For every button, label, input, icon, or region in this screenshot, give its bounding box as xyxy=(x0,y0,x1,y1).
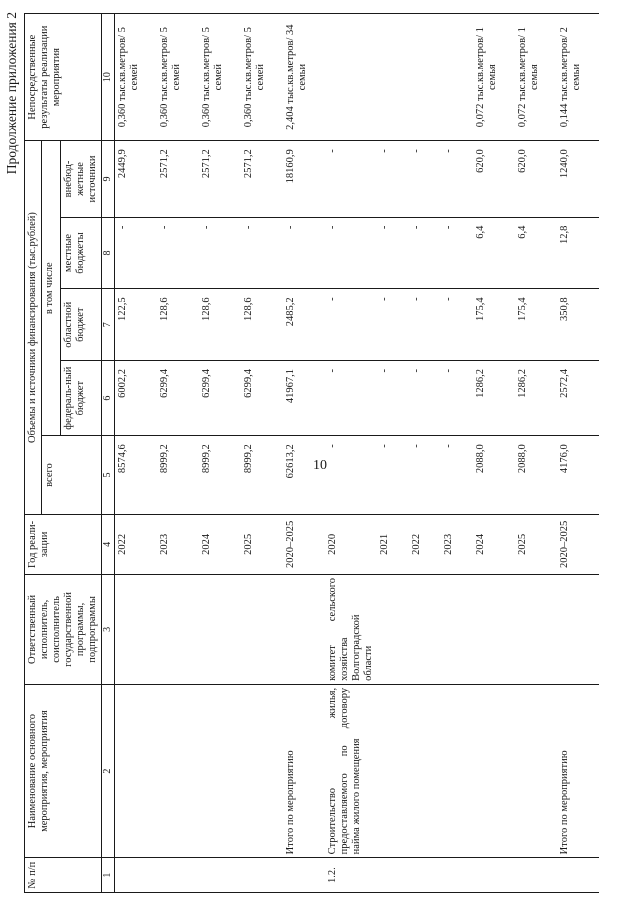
column-number: 8 xyxy=(102,217,115,289)
cell-extra: - xyxy=(409,141,441,217)
column-number: 4 xyxy=(102,514,115,574)
cell-extra: 2571,2 xyxy=(199,141,241,217)
cell-name: Итого по мероприятию xyxy=(283,684,325,857)
cell-result: 0,072 тыс.кв.метров/ 1 семья xyxy=(473,14,515,141)
cell-total: 8574,6 xyxy=(114,436,157,515)
cell-executor xyxy=(241,574,283,684)
header-executor: Ответственный исполнитель, соисполнитель государственной программы, подпрограммы xyxy=(25,574,102,684)
cell-local: - xyxy=(377,217,409,289)
column-number: 1 xyxy=(102,858,115,893)
cell-result: 0,072 тыс.кв.метров/ 1 семья xyxy=(515,14,557,141)
column-numbers-row xyxy=(102,14,115,893)
cell-extra: 620,0 xyxy=(473,141,515,217)
cell-executor xyxy=(199,574,241,684)
cell-federal: - xyxy=(377,361,409,436)
cell-regional: 2485,2 xyxy=(283,289,325,361)
cell-year: 2020–2025 xyxy=(557,514,599,574)
cell-result: 0,360 тыс.кв.метров/ 5 семей xyxy=(114,14,157,141)
cell-result xyxy=(441,14,473,141)
cell-total: 8999,2 xyxy=(199,436,241,515)
cell-regional: - xyxy=(325,289,377,361)
cell-extra: 1240,0 xyxy=(557,141,599,217)
cell-year: 2021 xyxy=(377,514,409,574)
header-regional: областной бюджет xyxy=(61,289,102,361)
cell-name xyxy=(441,684,473,857)
table-row xyxy=(325,14,377,893)
page-number: 10 xyxy=(313,458,327,473)
cell-year: 2023 xyxy=(157,514,199,574)
cell-year: 2020–2025 xyxy=(283,514,325,574)
cell-local: - xyxy=(199,217,241,289)
cell-result: 0,144 тыс.кв.метров/ 2 семьи xyxy=(557,14,599,141)
column-number: 3 xyxy=(102,574,115,684)
table-header xyxy=(25,14,115,893)
cell-regional: 122,5 xyxy=(114,289,157,361)
cell-year: 2024 xyxy=(199,514,241,574)
cell-total: 2088,0 xyxy=(515,436,557,515)
cell-year: 2022 xyxy=(409,514,441,574)
header-local: местные бюджеты xyxy=(61,217,102,289)
table-row xyxy=(441,14,473,893)
cell-executor xyxy=(441,574,473,684)
column-number: 5 xyxy=(102,436,115,515)
cell-federal: 6299,4 xyxy=(241,361,283,436)
cell-year: 2025 xyxy=(241,514,283,574)
cell-local: - xyxy=(409,217,441,289)
header-results: Непосредственные результаты реализации мероприятия xyxy=(25,14,102,141)
cell-num xyxy=(283,858,325,893)
cell-year: 2020 xyxy=(325,514,377,574)
cell-result: 0,360 тыс.кв.метров/ 5 семей xyxy=(199,14,241,141)
cell-local: - xyxy=(157,217,199,289)
cell-total: 8999,2 xyxy=(241,436,283,515)
cell-federal: 2572,4 xyxy=(557,361,599,436)
cell-num xyxy=(157,858,199,893)
cell-extra: 18160,9 xyxy=(283,141,325,217)
cell-result xyxy=(377,14,409,141)
table-row xyxy=(515,14,557,893)
cell-result: 0,360 тыс.кв.метров/ 5 семей xyxy=(157,14,199,141)
cell-num xyxy=(241,858,283,893)
cell-name: Строительство жилья, предоставляемого по договору найма жилого помещения xyxy=(325,684,377,857)
cell-num xyxy=(377,858,409,893)
cell-total: - xyxy=(441,436,473,515)
cell-year: 2025 xyxy=(515,514,557,574)
column-number: 2 xyxy=(102,684,115,857)
continuation-title: Продолжение приложения 2 xyxy=(4,12,19,175)
cell-name xyxy=(515,684,557,857)
cell-name xyxy=(409,684,441,857)
financing-table xyxy=(24,13,599,893)
cell-total: 8999,2 xyxy=(157,436,199,515)
cell-year: 2024 xyxy=(473,514,515,574)
cell-executor xyxy=(283,574,325,684)
cell-executor xyxy=(515,574,557,684)
cell-total: - xyxy=(325,436,377,515)
cell-name xyxy=(157,684,199,857)
table-row xyxy=(377,14,409,893)
cell-num xyxy=(114,858,157,893)
cell-local: - xyxy=(114,217,157,289)
cell-regional: - xyxy=(441,289,473,361)
cell-extra: 2449,9 xyxy=(114,141,157,217)
cell-regional: 128,6 xyxy=(157,289,199,361)
table-body xyxy=(114,14,599,893)
cell-local: - xyxy=(283,217,325,289)
cell-num xyxy=(409,858,441,893)
column-number: 9 xyxy=(102,141,115,217)
header-extra: внебюд-жетные источники xyxy=(61,141,102,217)
cell-federal: - xyxy=(325,361,377,436)
cell-extra: - xyxy=(325,141,377,217)
header-num: № п/п xyxy=(25,858,102,893)
cell-name xyxy=(473,684,515,857)
cell-local: - xyxy=(241,217,283,289)
cell-name xyxy=(114,684,157,857)
column-number: 7 xyxy=(102,289,115,361)
cell-name: Итого по мероприятию xyxy=(557,684,599,857)
cell-extra: 620,0 xyxy=(515,141,557,217)
cell-local: 12,8 xyxy=(557,217,599,289)
table-row xyxy=(157,14,199,893)
table-row xyxy=(114,14,157,893)
cell-local: - xyxy=(441,217,473,289)
cell-regional: 175,4 xyxy=(515,289,557,361)
cell-executor xyxy=(377,574,409,684)
cell-executor xyxy=(409,574,441,684)
header-total: всего xyxy=(42,436,102,515)
cell-total: 2088,0 xyxy=(473,436,515,515)
cell-federal: - xyxy=(441,361,473,436)
cell-local: 6,4 xyxy=(515,217,557,289)
header-year: Год реали-зации xyxy=(25,514,102,574)
cell-local: - xyxy=(325,217,377,289)
cell-num xyxy=(441,858,473,893)
cell-local: 6,4 xyxy=(473,217,515,289)
cell-result: 2,404 тыс.кв.метров/ 34 семьи xyxy=(283,14,325,141)
cell-result xyxy=(325,14,377,141)
table-row xyxy=(557,14,599,893)
cell-total: - xyxy=(409,436,441,515)
table-row xyxy=(283,14,325,893)
cell-regional: 175,4 xyxy=(473,289,515,361)
cell-federal: 41967,1 xyxy=(283,361,325,436)
table-row xyxy=(409,14,441,893)
cell-total: - xyxy=(377,436,409,515)
cell-num xyxy=(199,858,241,893)
cell-num xyxy=(515,858,557,893)
cell-name xyxy=(377,684,409,857)
cell-extra: - xyxy=(377,141,409,217)
column-number: 10 xyxy=(102,14,115,141)
column-number: 6 xyxy=(102,361,115,436)
header-federal: федераль-ный бюджет xyxy=(61,361,102,436)
header-name: Наименование основного мероприятия, мероприятия xyxy=(25,684,102,857)
cell-year: 2022 xyxy=(114,514,157,574)
cell-extra: 2571,2 xyxy=(241,141,283,217)
header-financing: Объемы и источники финансирования (тыс.рублей) xyxy=(25,141,42,515)
cell-num: 1.2. xyxy=(325,858,377,893)
table-row xyxy=(473,14,515,893)
cell-year: 2023 xyxy=(441,514,473,574)
cell-federal: - xyxy=(409,361,441,436)
cell-federal: 6299,4 xyxy=(199,361,241,436)
cell-federal: 1286,2 xyxy=(515,361,557,436)
cell-regional: - xyxy=(409,289,441,361)
cell-federal: 6299,4 xyxy=(157,361,199,436)
cell-num xyxy=(557,858,599,893)
cell-regional: 128,6 xyxy=(241,289,283,361)
cell-regional: 128,6 xyxy=(199,289,241,361)
cell-executor xyxy=(557,574,599,684)
cell-executor: комитет сельского хозяйства Волгоградской области xyxy=(325,574,377,684)
cell-total: 62613,2 xyxy=(283,436,325,515)
cell-total: 4176,0 xyxy=(557,436,599,515)
cell-name xyxy=(241,684,283,857)
cell-federal: 1286,2 xyxy=(473,361,515,436)
cell-extra: - xyxy=(441,141,473,217)
cell-regional: - xyxy=(377,289,409,361)
cell-executor xyxy=(114,574,157,684)
cell-result xyxy=(409,14,441,141)
cell-regional: 350,8 xyxy=(557,289,599,361)
table-row xyxy=(241,14,283,893)
cell-name xyxy=(199,684,241,857)
cell-extra: 2571,2 xyxy=(157,141,199,217)
table-row xyxy=(199,14,241,893)
cell-executor xyxy=(473,574,515,684)
cell-result: 0,360 тыс.кв.метров/ 5 семей xyxy=(241,14,283,141)
header-including: в том числе xyxy=(42,141,61,436)
cell-executor xyxy=(157,574,199,684)
cell-federal: 6002,2 xyxy=(114,361,157,436)
cell-num xyxy=(473,858,515,893)
